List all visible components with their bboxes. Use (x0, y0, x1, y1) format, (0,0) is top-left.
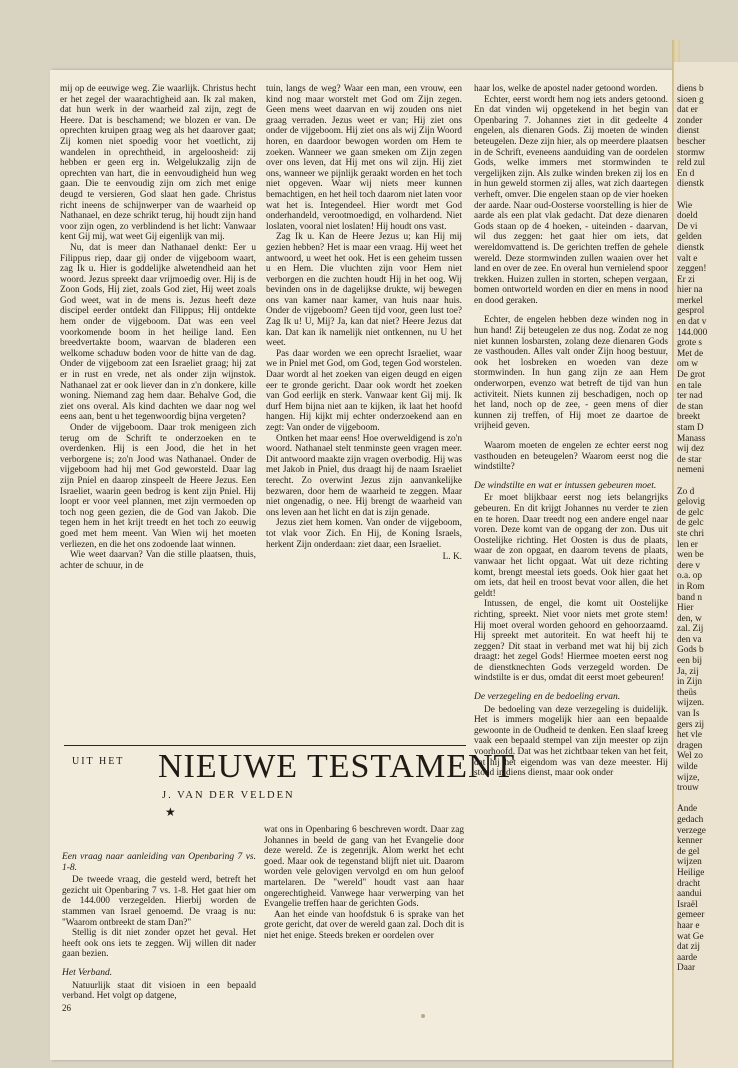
column-1 (60, 84, 256, 571)
right-page-line: Ja, zij (677, 666, 699, 677)
right-page-line: Zo d (677, 486, 695, 497)
paragraph: Stellig is dit niet zonder opzet het geval. Het heeft ook ons iets te zeggen. Wij willen dit nader gaan bezien. (62, 928, 256, 960)
right-page-line: theüs (677, 687, 697, 698)
right-page-line: grote s (677, 338, 703, 349)
right-page-line: De vi (677, 221, 698, 232)
right-page-line: gemeer (677, 910, 705, 921)
right-page-line: de gelc (677, 518, 704, 529)
paragraph: tuin, langs de weg? Waar een man, een vrouw, een kind nog maar worstelt met God om Zijn zegen. Geen mens weet daarvan en wij zouden ons niet graag verraden. Jezus weet er van; Hij ziet ons onder de vijgeboom. Hij ziet ons als wij Zijn Woord horen, en daardoor bewogen worden om Hem te zoeken. Wanneer we gaan smeken om Zijn zegen over ons leven, dat Hij met ons wil zijn. Hij ziet ons, wanneer we pijnlijk geraakt worden en het toch niet opgeven. Waar wij niets meer kunnen bemachtigen, en het heil toch daarom niet laten voor wat het is. Integendeel. Hier wordt met God onderhandeld, verootmoedigd, en volhardend. Niet loslaten, vooral niet loslaten! Hij houdt ons vast. (266, 84, 462, 232)
right-page-line: den, w (677, 613, 702, 624)
right-page-line: hier na (677, 285, 703, 296)
right-page-line: stormw (677, 147, 705, 158)
right-page-line: haar e (677, 920, 700, 931)
paragraph: haar los, welke de apostel nader getoond worden. (474, 84, 658, 94)
right-page-line: len er (677, 539, 698, 550)
right-page-line: gelovig (677, 497, 705, 508)
paragraph: Nu, dat is meer dan Nathanael denkt: Eer u Filippus riep, daar gij onder de vijgeboom waart, zag Ik u. Hier is goddelijke alwetendheid aan het woord. Jezus spreekt daar vrijmoedig over. Hij is de Zoon Gods, Hij ziet, zoals God ziet, Hij weet zoals God weet, wat in de mens is. Jezus heeft deze discipel eerder ontdekt dan Filippus; Hij ontdekte hem onder de vijgeboom. Dat was een veel voorkomende boom in het heilige land. Een breedvertakte boom, waarvan de bladeren een welkome schaduw boden voor de hitte van de dag. Onder de vijgeboom zat een Israeliet graag; hij zat er in rust en vrede, net als onder zijn wijnstok. Nathanael zat er ook liever dan in z'n donkere, kille woning. Niemand zag hem daar. Behalve God, die ziet ons overal. Als kind dachten we daar nog wel eens aan, bent u het tegenwoordig bijna vergeten? (60, 242, 256, 423)
subheading: De windstilte en wat er intussen gebeuren moet. (474, 480, 657, 491)
paragraph: Jezus ziet hem komen. Van onder de vijgeboom, tot vlak voor Zich. En Hij, de Koning Israels, herkent Zijn onderdaan: ziet daar, een Israeliet. (266, 518, 462, 550)
right-page-line: in Rom (677, 581, 705, 592)
right-page-line: in Zijn (677, 677, 703, 688)
subheading: Het Verband. (62, 967, 113, 978)
right-page-line: Heilige (677, 867, 705, 878)
right-page-line: wijze, (677, 772, 700, 783)
right-page-line: Manass (677, 433, 706, 444)
paragraph: Er moet blijkbaar eerst nog iets belangrijks gebeuren. En dit krijgt Johannes nu verder te zien en te horen. Daar treedt nog een andere engel naar voren. Deze komt van de opgang der zon. Dus uit Oostelijke richting. Het Oosten is dus de plaats, waar de zon opgaat, en daarom tevens de plaats, vanwaar het licht opgaat. Wat uit deze richting komt, brengt meestal iets goeds. Ook hier gaat het om iets, dat heil en troost bevat voor allen, die het geldt! (474, 493, 668, 599)
right-page-line: en dat v (677, 317, 707, 328)
paragraph: Pas daar worden we een oprecht Israeliet, waar we in Pniel met God, om God, tegen God worstelen. Daar wordt al het zoeken van eigen deugd en eigen eer te gronde gericht. Daar ook wordt het zoeken van God eerlijk en sterk. Vanwaar kent Gij mij. Ik durf Hem bijna niet aan te kijken, ik laat het hoofd hangen. Hij kijkt mij echter onderzoekend aan en zegt: Van onder de vijgeboom. (266, 348, 462, 433)
right-page-line: Ande (677, 804, 698, 815)
right-page-line: trouw (677, 783, 699, 794)
right-page-line: 144.000 (677, 327, 708, 338)
paragraph: Intussen, de engel, die komt uit Oostelijke richting, spreekt. Niet voor niets met grote stem! Hij moet overal worden gehoord en gehoorzaamd. Hij spreekt met autoriteit. En wat heeft hij te zeggen? Dit staat in verband met wat hij bij zich draagt: het zegel Gods! Hiermee moeten eerst nog de dienstknechten Gods verzegeld worden. De windstilte is er dus, omdat dit eerst moet gebeuren! (474, 599, 668, 684)
right-page-line: wij dez (677, 444, 705, 455)
right-page-line: doeld (677, 211, 698, 222)
right-page-line: een bij (677, 656, 703, 667)
right-page-line: ter nad (677, 391, 703, 402)
right-page-line: breekt (677, 412, 701, 423)
right-page-line: wijzen. (677, 698, 705, 709)
subheading: Een vraag naar aanleiding van Openbaring 7 vs. 1-8. (62, 852, 256, 873)
section-title: NIEUWE TESTAMENT (158, 748, 516, 785)
star-ornament-icon: ★ (165, 805, 176, 819)
paragraph: mij op de eeuwige weg. Zie waarlijk. Christus hecht er het zegel der waarachtigheid aan. Ik zal maken, dat hun werk in der waarheid zal zijn, zegt de Heere. Dat is beschamend; we blozen er van. De oprechten kruipen graag weg als het daarover gaat; Zij komen niet spoedig voor het voetlicht, zij wandelen in oprechtheid, in argeloosheid: zij hebben er geen erg in. Welgelukzalig zijn de oprechten van hart, die in eenvoudigheid hun weg gaan. Die te eenvoudig zijn om zich met enige deugd te versieren, God slaat hen gade. Christus richt ineens de schijnwerper van de waarheid op Nathanael, en deze schrikt terug, hij houdt zijn hand voor zijn ogen, zo verblindend is het licht: Vanwaar kent Gij mij, wat weet Gij eigenlijk van mij. (60, 84, 256, 243)
right-page-line: dat er (677, 105, 698, 116)
column-3 (474, 84, 668, 779)
right-page-line: zal. Zij (677, 624, 704, 635)
right-page-line: Gods b (677, 645, 704, 656)
signature: L. K. (442, 552, 462, 563)
paragraph: Waarom moeten de engelen ze echter eerst nog vasthouden en beteugelen? Waarom eerst nog die windstilte? (474, 441, 668, 473)
paragraph: Onder de vijgeboom. Daar trok menigeen zich terug om de Schrift te onderzoeken en te overdenken. Hij is een Jood, die het in het verborgene is; zo'n Jood was Nathanael. Onder de vijgeboom had hij met God geworsteld. Daar lag zijn Pniel en daarop zinspeelt de Heere Jezus. Een Israeliet, waarin geen bedrog is kent zijn Pniel. Hij loopt er voor veel plannen, met zijn vermoeden op toch nog geen gezien, die de God van Jakob. Die tegen hem in het krijt treedt en het toch zo eeuwig goed met hem meent. Van Wien wij het moeten verliezen, en die het ons zodoende laat winnen. (60, 423, 256, 550)
section-rule (64, 745, 466, 746)
right-page-line: sioen g (677, 94, 704, 105)
paragraph: Ontken het maar eens! Hoe overweldigend is zo'n woord. Nathanael stelt tenminste geen vragen meer. Dit antwoord maakte zijn vragen overbodig. Hij was met Jakob in Pniel, dus draagt hij de naam Israeliet terecht. Zo overwint Jezus zijn aanvankelijke bezwaren, door hem de waarheid te zeggen. Maar niet ongenadig, o nee. Hij brengt de waarheid van ons leven aan het licht en dat is zijn genade. (266, 433, 462, 518)
right-page-line (677, 190, 738, 201)
paragraph: Aan het einde van hoofdstuk 6 is sprake van het grote gericht, dat over de wereld gaan zal. Doch dit is niet het enige. Steeds breken er oordelen over (264, 909, 464, 941)
section-author: J. VAN DER VELDEN (162, 790, 295, 801)
right-page-line (677, 794, 738, 805)
right-page-line: aarde (677, 952, 698, 963)
right-page-line: diens b (677, 84, 704, 94)
right-page-line: nemeni (677, 465, 705, 476)
paragraph: Wie weet daarvan? Van die stille plaatsen, thuis, achter de schuur, in de (60, 550, 256, 571)
right-page-line: het vle (677, 730, 703, 741)
right-page-line: merkel (677, 295, 703, 306)
paragraph: wat ons in Openbaring 6 beschreven wordt. Daar zag Johannes in beeld de gang van het Evangelie door deze wereld. Ze is zegenrijk. Alom werkt het echt goed. Maar ook de tegenstand blijft niet uit. Daarom worden vele gelovigen vervolgd en om hun geloof martelaren. De "wereld" houdt vast aan haar ongerechtigheid. Vanwege haar verwerping van het Evangelie treffen haar de gerichten Gods. (264, 825, 464, 910)
column-5 (62, 852, 256, 1002)
right-page-line: dienstk (677, 179, 704, 190)
paragraph: Echter, eerst wordt hem nog iets anders getoond. En dat vinden wij opgetekend in het begin van Openbaring 7. Johannes ziet in dit gedeelte 4 engelen, als dienaren Gods. Zij moeten de winden beteugelen. Deze zijn hier, als op meerdere plaatsen in de Schrift, eveneens aanduiding van de oordelen Gods, welke immers met stormwinden te vergelijken zijn. Als zulke winden breken zij los en in hun geweld stormen zij alles, wat zich daartegen verheft, omver. Die engelen staan op de vier hoeken der aarde. Naar oud-Oosterse voorstelling is hier de aarde als een plat vlak gedacht. Dat deze dienaren Gods staan op de 4 hoeken, - uiteinden - daarvan, wil dus zeggen: het gaat hier om iets, dat wereldomvattend is. De gerichten treffen de gehele wereld. Deze stormwinden zullen waaien over het land en over de zee. En overal hun vernielend spoor trekken. Huizen zullen in storten, schepen vergaan, bomen ontworteld worden en dier en mens in nood en dood geraken. (474, 94, 668, 306)
right-page-line: Met de (677, 348, 704, 359)
bottom-dot-mark (421, 1014, 425, 1018)
right-page-line: zonder (677, 115, 703, 126)
right-page-line: dienst (677, 126, 700, 137)
right-page-line: dracht (677, 878, 701, 889)
right-page-line: wat Ge (677, 931, 704, 942)
right-page-line: dienstk (677, 242, 704, 253)
right-page-line: om w (677, 359, 698, 370)
paragraph: De tweede vraag, die gesteld werd, betreft het gezicht uit Openbaring 7 vs. 1-8. Het gaat hier om de 144.000 verzegelden. Hierbij worden de stammen van Israel genoemd. De vraag is nu: "Waarom ontbreekt de stam Dan?" (62, 875, 256, 928)
right-page-line: de stan (677, 401, 704, 412)
right-page-line: gedach (677, 814, 704, 825)
right-page-line: wijzen (677, 857, 702, 868)
right-page-line: zeggen! (677, 264, 707, 275)
right-page-line: van Is (677, 709, 700, 720)
right-page-line: wen be (677, 550, 704, 561)
paragraph: Echter, de engelen hebben deze winden nog in hun hand! Zij beteugelen ze dus nog. Zodat ze nog niet kunnen losbarsten, zolang deze dienaren Gods ze vasthouden. Alles valt onder Zijn hoog bestuur, ook het losbreken en woeden van deze stormwinden. In hun gang zijn ze aan Hem onderworpen, evenzo wat betreft de tijd van hun activiteit. Niets kunnen zij beschadigen, noch op het land, noch op de zee, - geen mens of dier kunnen zij treffen, of Hij moet ze daartoe de vrijheid geven. (474, 315, 668, 432)
right-page-line: gelden (677, 232, 702, 243)
right-page-line: de gelc (677, 507, 704, 518)
right-page-line: reld zul (677, 158, 706, 169)
right-page-line: ste chri (677, 528, 705, 539)
right-page-line: De grot (677, 370, 706, 381)
page-number: 26 (62, 1003, 71, 1013)
right-page-line: wilde (677, 762, 698, 772)
right-page-line: Hier (677, 603, 694, 614)
right-page-line: En d (677, 168, 695, 179)
right-page-line: kenner (677, 836, 703, 847)
right-page-line: band n (677, 592, 703, 603)
column-4 (264, 825, 464, 942)
paragraph: Zag Ik u. Kan de Heere Jezus u; kan Hij mij gezien hebben? Het is maar een vraag. Hij weet het antwoord, u weet het ook. Het is een geheim tussen u en Hem. Die vluchten zijn voor Hem niet verborgen en die zuchten houdt Hij in het oog. Wij bevinden ons in de dagelijkse drukte, wij bewegen ons van kamer naar kamer, van huis naar huis. Onder de vijgeboom? Geen tijd voor, geen lust toe? Zag Ik u! U, Mij? Ja, kan dat niet? Heere Jezus dat kan. Dat kan ik namelijk niet ontkennen, nu U het weet. (266, 232, 462, 349)
right-page-line: de gel (677, 846, 700, 857)
right-page-line: gesprol (677, 306, 705, 317)
right-page-line: aandui (677, 889, 702, 900)
right-page-line: bescher (677, 136, 706, 147)
right-page-line: dragen (677, 740, 703, 751)
right-page-line: stam D (677, 423, 704, 433)
right-page-line: Israël (677, 899, 698, 910)
right-page-line: dat zij (677, 942, 700, 953)
right-page-line: en tale (677, 380, 702, 391)
subheading: De verzegeling en de bedoeling ervan. (474, 692, 621, 703)
right-page-line (677, 476, 738, 487)
right-page-line: de star (677, 454, 702, 465)
right-page-line: valt e (677, 253, 698, 264)
right-page-text-column (677, 84, 738, 974)
right-page-line: dere v (677, 560, 700, 571)
right-page-line: Wie (677, 200, 693, 211)
right-page-line: verzege (677, 825, 706, 836)
section-prefix: UIT HET (72, 756, 125, 767)
right-page-line: Er zi (677, 274, 695, 285)
paragraph: De bedoeling van deze verzegeling is duidelijk. Het is immers mogelijk hier aan een bepaalde gewoonte in de Oudheid te denken. Een slaaf kreeg vaak een bepaald stempel van zijn meester op zijn voorhoofd. Dat was het zichtbaar teken van het feit, dat hij het eigendom was van deze meester. Hij stond in diens dienst, maar ook onder (474, 704, 668, 779)
right-page-line: den va (677, 634, 702, 645)
right-page-line: o.a. op (677, 571, 703, 582)
right-page-line: Daar (677, 963, 696, 974)
right-page-line: gers zij (677, 719, 705, 730)
right-page-line: Wel zo (677, 751, 703, 762)
paragraph: Natuurlijk staat dit visioen in een bepaald verband. Het volgt op datgene, (62, 980, 256, 1002)
column-2 (266, 84, 462, 563)
